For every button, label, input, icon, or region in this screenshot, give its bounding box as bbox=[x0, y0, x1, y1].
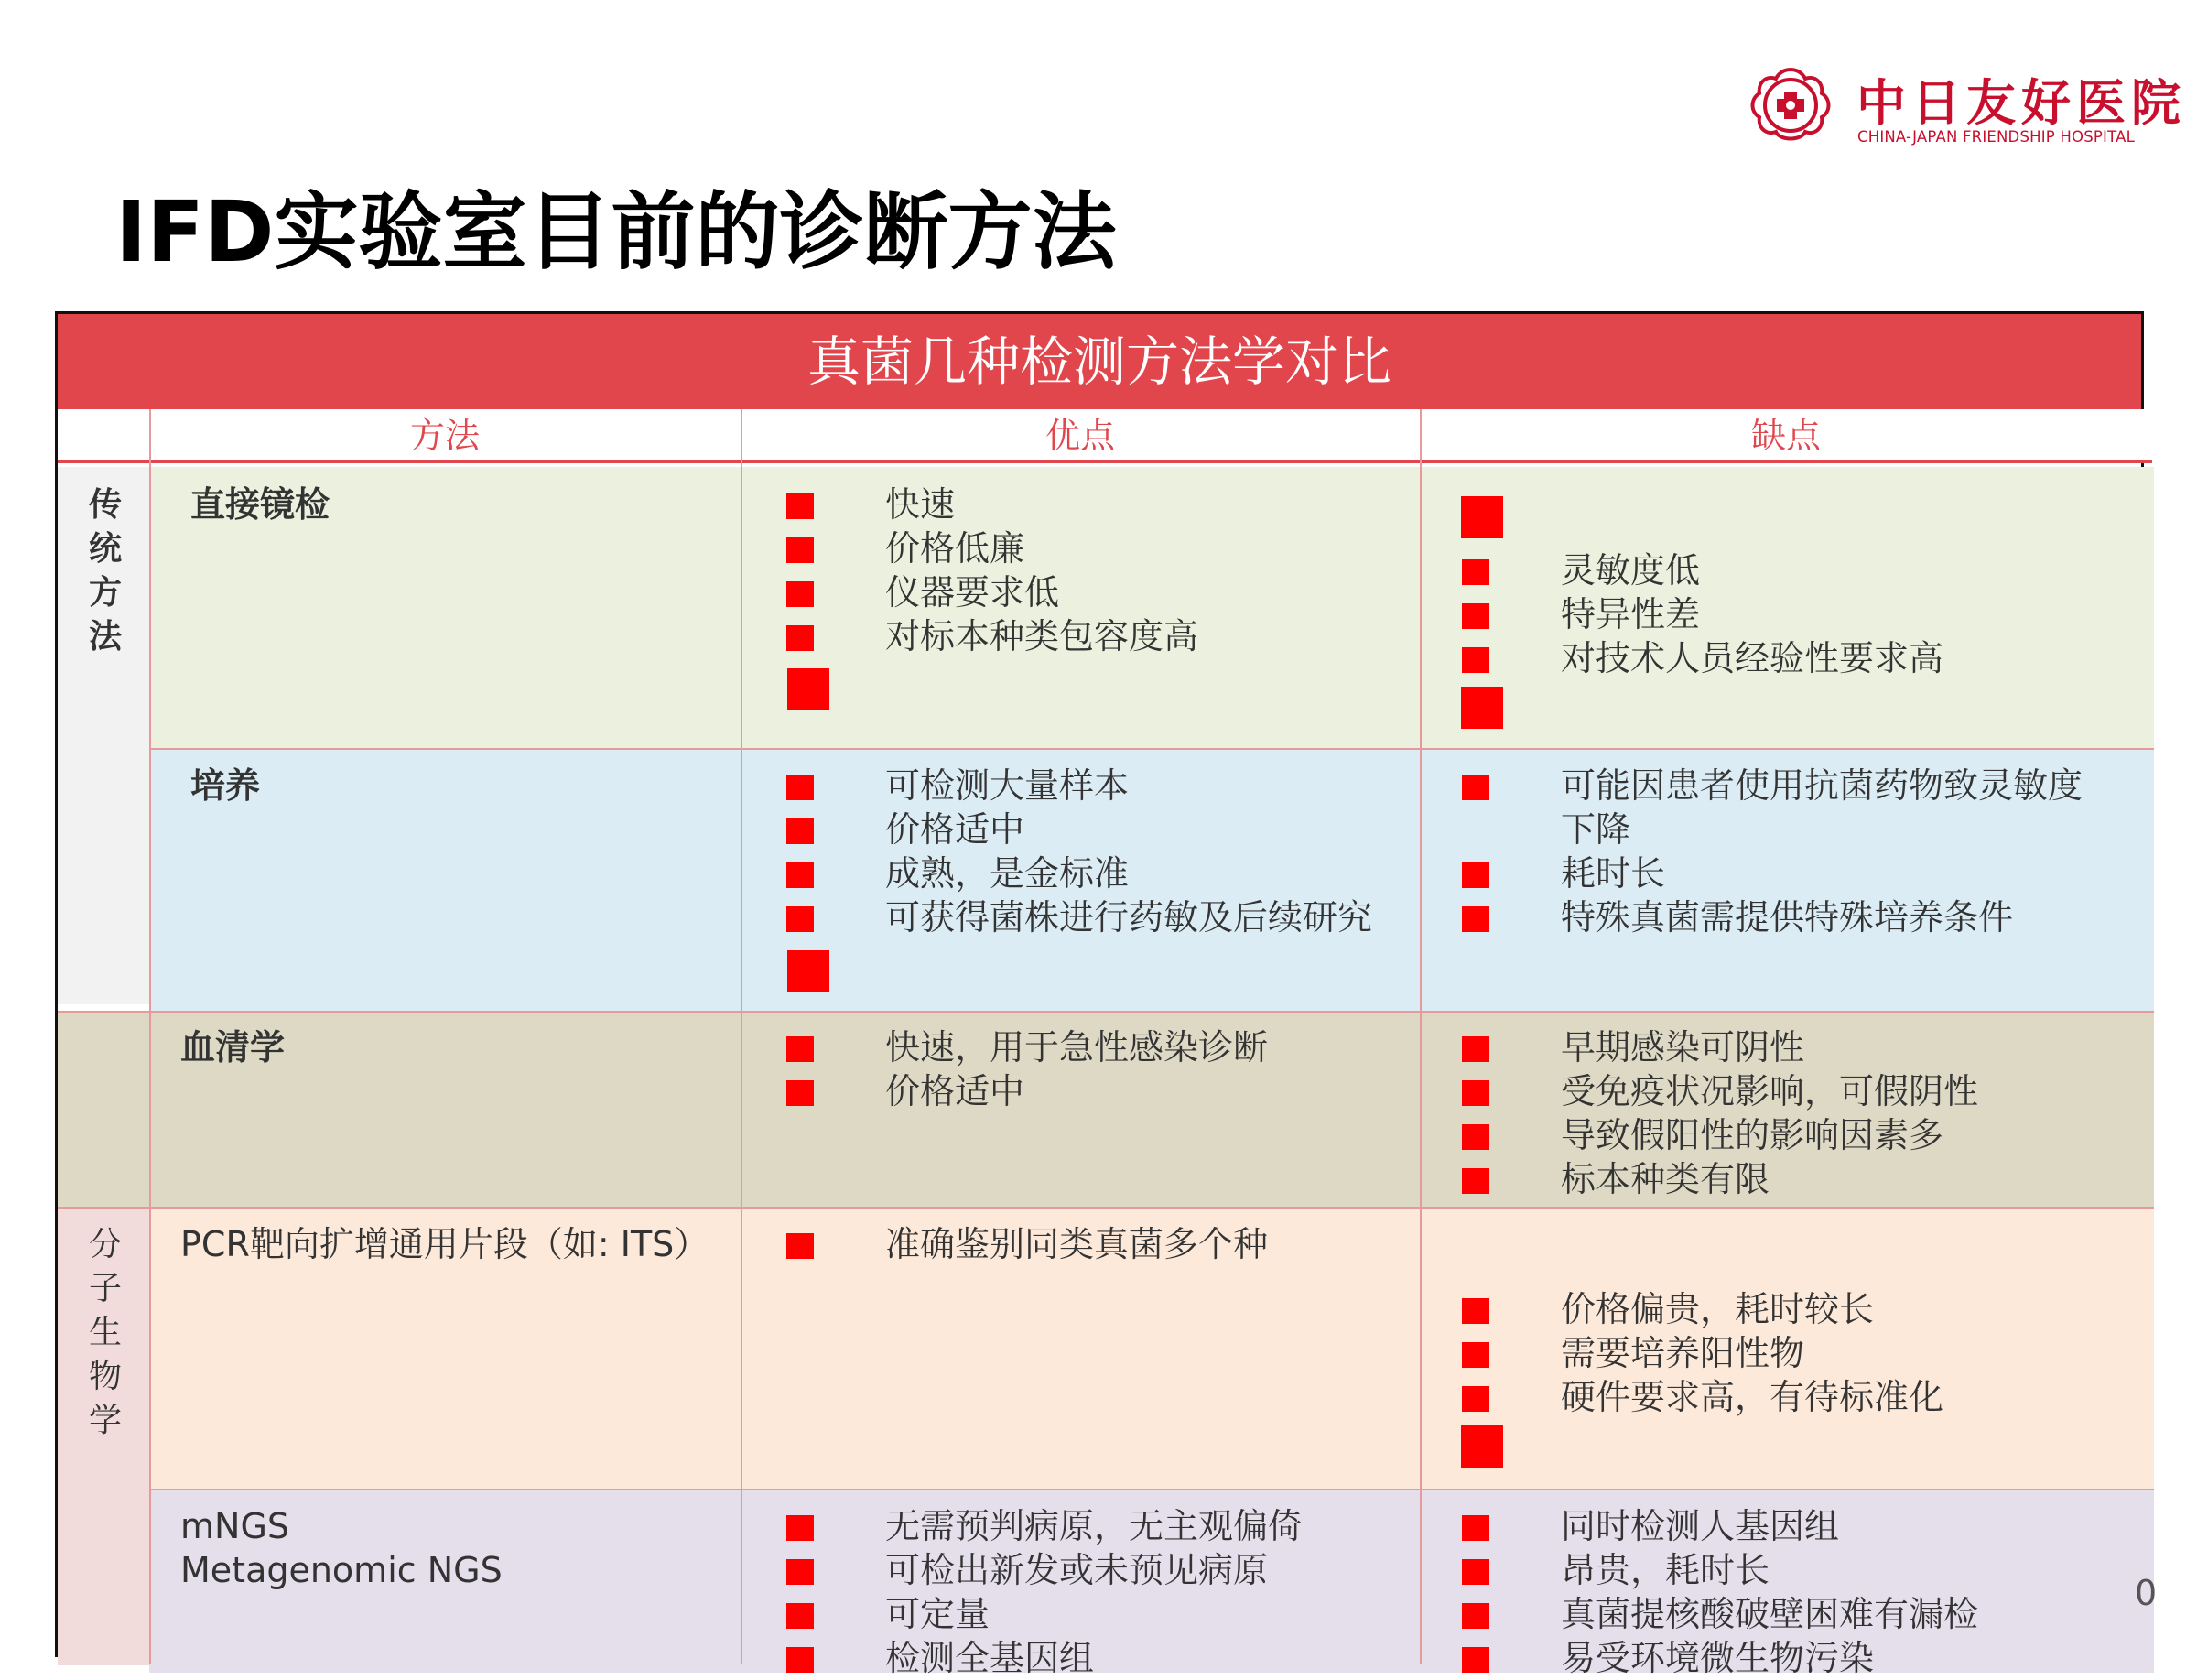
method-culture: 培养 bbox=[190, 765, 261, 806]
column-header-method: 方法 bbox=[149, 409, 741, 463]
bullet-square-icon bbox=[786, 625, 814, 651]
advantages-list bbox=[786, 1222, 1268, 1266]
bullet-square-icon bbox=[786, 493, 814, 519]
list-item: 仪器要求低 bbox=[786, 570, 1198, 614]
list-item: 硬件要求高，有待标准化 bbox=[1462, 1375, 1943, 1419]
bullet-square-icon bbox=[786, 818, 814, 844]
bullet-square-icon bbox=[1462, 647, 1489, 673]
disadvantages-list bbox=[1462, 1504, 1978, 1680]
bullet-square-icon bbox=[786, 862, 814, 888]
advantages-list bbox=[786, 764, 1372, 939]
list-item: 可获得菌株进行药敏及后续研究 bbox=[786, 895, 1372, 939]
method-serology: 血清学 bbox=[180, 1027, 286, 1068]
bullet-square-icon bbox=[1462, 559, 1489, 585]
bullet-square-icon bbox=[1461, 496, 1503, 538]
list-item: 需要培养阳性物 bbox=[1462, 1331, 1943, 1375]
category-label-traditional: 传统方法 bbox=[88, 486, 122, 656]
hospital-emblem-icon bbox=[1747, 62, 1834, 148]
grid-line bbox=[58, 1207, 2154, 1209]
column-header-disadvantages: 缺点 bbox=[1420, 409, 2152, 463]
method-direct-microscopy: 直接镜检 bbox=[190, 484, 330, 525]
list-item: 可能因患者使用抗菌药物致灵敏度 下降 bbox=[1462, 764, 2083, 851]
list-item: 可定量 bbox=[786, 1592, 1303, 1636]
list-item: 昂贵，耗时长 bbox=[1462, 1548, 1978, 1592]
list-item: 可检测大量样本 bbox=[786, 764, 1372, 807]
bullet-square-icon bbox=[1462, 1386, 1489, 1412]
method-mngs: mNGS bbox=[180, 1506, 290, 1546]
list-item: 早期感染可阴性 bbox=[1462, 1025, 1978, 1069]
grid-line bbox=[149, 409, 151, 1664]
bullet-square-icon bbox=[786, 1515, 814, 1541]
advantages-list bbox=[786, 482, 1198, 658]
bullet-square-icon bbox=[1462, 775, 1489, 800]
bullet-square-icon bbox=[1462, 1342, 1489, 1368]
bullet-square-icon bbox=[1462, 1036, 1489, 1062]
page-number: 0 bbox=[2135, 1573, 2158, 1613]
advantages-list bbox=[786, 1504, 1303, 1680]
list-item: 可检出新发或未预见病原 bbox=[786, 1548, 1303, 1592]
bullet-square-icon bbox=[1462, 1080, 1489, 1106]
bullet-square-icon bbox=[1462, 906, 1489, 932]
table-header: 真菌几种检测方法学对比 bbox=[58, 314, 2141, 409]
bullet-square-icon bbox=[786, 1233, 814, 1259]
bullet-square-icon bbox=[1461, 687, 1503, 729]
method-mngs-full: Metagenomic NGS bbox=[180, 1550, 503, 1590]
list-item: 受免疫状况影响，可假阴性 bbox=[1462, 1069, 1978, 1113]
hospital-name-en: CHINA-JAPAN FRIENDSHIP HOSPITAL bbox=[1857, 128, 2135, 146]
list-item: 真菌提核酸破壁困难有漏检 bbox=[1462, 1592, 1978, 1636]
disadvantages-list bbox=[1462, 764, 2083, 939]
bullet-square-icon bbox=[1462, 1124, 1489, 1150]
list-item: 成熟，是金标准 bbox=[786, 851, 1372, 895]
list-item: 耗时长 bbox=[1462, 851, 2083, 895]
hospital-name-cn: 中日友好医院 bbox=[1856, 73, 2186, 132]
bullet-square-icon bbox=[786, 1036, 814, 1062]
grid-line bbox=[149, 1489, 2154, 1490]
bullet-square-icon bbox=[1462, 1298, 1489, 1324]
list-item: 灵敏度低 bbox=[1462, 548, 1943, 592]
advantages-list bbox=[786, 1025, 1268, 1113]
comparison-table bbox=[55, 311, 2144, 1678]
bullet-square-icon bbox=[1462, 1559, 1489, 1585]
list-item: 对技术人员经验性要求高 bbox=[1462, 636, 1943, 680]
list-item: 导致假阳性的影响因素多 bbox=[1462, 1113, 1978, 1157]
list-item: 快速，用于急性感染诊断 bbox=[786, 1025, 1268, 1069]
bullet-square-icon bbox=[786, 1603, 814, 1629]
grid-line bbox=[149, 748, 2154, 750]
hospital-logo bbox=[1747, 59, 2186, 150]
grid-line bbox=[1420, 409, 1422, 1664]
bullet-square-icon bbox=[1462, 1515, 1489, 1541]
column-header-advantages: 优点 bbox=[741, 409, 1420, 463]
bullet-square-icon bbox=[1462, 1603, 1489, 1629]
list-item: 易受环境微生物污染 bbox=[1462, 1636, 1978, 1680]
list-item: 特殊真菌需提供特殊培养条件 bbox=[1462, 895, 2083, 939]
bullet-square-icon bbox=[787, 950, 829, 992]
bullet-square-icon bbox=[786, 581, 814, 607]
bullet-square-icon bbox=[786, 775, 814, 800]
category-header-blank bbox=[58, 409, 149, 463]
list-item: 同时检测人基因组 bbox=[1462, 1504, 1978, 1548]
disadvantages-list bbox=[1462, 1287, 1943, 1419]
bullet-square-icon bbox=[786, 1647, 814, 1673]
list-item: 价格适中 bbox=[786, 1069, 1268, 1113]
list-item: 准确鉴别同类真菌多个种 bbox=[786, 1222, 1268, 1266]
grid-line bbox=[58, 1011, 2154, 1013]
disadvantages-list bbox=[1462, 1025, 1978, 1201]
grid-line bbox=[741, 409, 742, 1664]
bullet-square-icon bbox=[786, 1080, 814, 1106]
list-item: 特异性差 bbox=[1462, 592, 1943, 636]
bullet-square-icon bbox=[1462, 862, 1489, 888]
method-pcr: PCR靶向扩增通用片段（如: ITS） bbox=[180, 1224, 709, 1264]
list-item: 价格偏贵，耗时较长 bbox=[1462, 1287, 1943, 1331]
list-item: 价格低廉 bbox=[786, 526, 1198, 570]
disadvantages-list bbox=[1462, 548, 1943, 680]
bullet-square-icon bbox=[786, 1559, 814, 1585]
list-item: 快速 bbox=[786, 482, 1198, 526]
list-item: 对标本种类包容度高 bbox=[786, 614, 1198, 658]
list-item: 检测全基因组 bbox=[786, 1636, 1303, 1680]
bullet-square-icon bbox=[1461, 1425, 1503, 1468]
bullet-square-icon bbox=[787, 668, 829, 710]
bullet-square-icon bbox=[1462, 603, 1489, 629]
slide-title: IFD实验室目前的诊断方法 bbox=[115, 183, 1117, 281]
bullet-square-icon bbox=[786, 906, 814, 932]
bullet-square-icon bbox=[1462, 1647, 1489, 1673]
bullet-square-icon bbox=[1462, 1168, 1489, 1194]
list-item: 价格适中 bbox=[786, 807, 1372, 851]
category-label-molecular: 分子生物学 bbox=[88, 1226, 122, 1439]
list-item: 标本种类有限 bbox=[1462, 1157, 1978, 1201]
bullet-square-icon bbox=[786, 537, 814, 563]
list-item: 无需预判病原，无主观偏倚 bbox=[786, 1504, 1303, 1548]
